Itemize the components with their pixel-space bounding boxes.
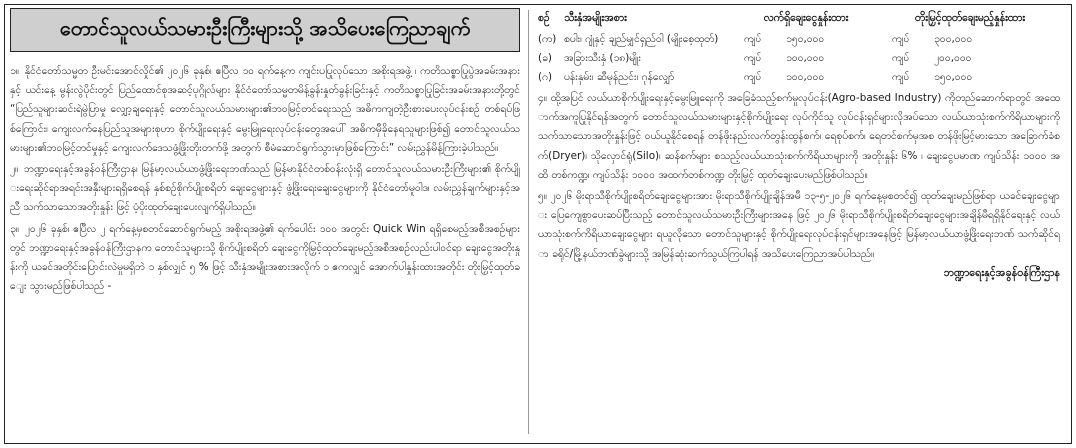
row-crop: ပန်းနှမ်း၊ ဆီမုန်ညင်း၊ ဂုန်လျှော် <box>564 71 675 83</box>
row-no: (ဂ) <box>538 71 553 83</box>
table-row <box>538 30 1060 49</box>
new-amount: ၁၅၀,၀၀၀ <box>934 71 973 83</box>
row-no: (ခ) <box>538 52 552 64</box>
currency-unit: ကျပ် <box>744 71 762 83</box>
row-crop: အခြားသီးနှံ (၁၈)မျိုး <box>564 52 641 64</box>
table-row <box>538 68 1060 87</box>
issuer-signature: ဘဏ္ဍာရေးနှင့်အခွန်ဝန်ကြီးဌာန <box>943 265 1060 279</box>
paragraph-text: ဘဏ္ဍာရေးနှင့်အခွန်ဝန်ကြီးဌာန၊ မြန်မာ့လယ်ယာဖွံ့ဖြိုးရေးဘဏ်သည် မြန်မာနိုင်ငံတစ်ဝန်းလုံးရှိ တောင်သူလယ်သမားဦးကြီးများ၏ စိုက်ပျိုးရေးဆိုင်ရာအရင်းအနှီးများရရှိစေရန် နှစ်စဉ်စိုက်ပျိုးစရိတ် ချေးငွေများနှင့် ဖွံ့ဖြိုးရေးချေးငွေများကို နိုင်ငံတော်မူဝါဒ၊ လမ်းညွှန်ချက်များနှင့်အညီ သက်သာသောအတိုးနှုန်း ဖြင့် ပံ့ပိုးထုတ်ချေးပေးလျက်ရှိပါသည်။ <box>10 163 520 214</box>
left-column <box>10 8 520 434</box>
paragraph-text: ၂၀၂၆ ခုနှစ်၊ ဧပြီလ ၂ ရက်နေ့မှစတင်ဆောင်ရွက်မည့် အစိုးရအဖွဲ့၏ ရက်ပေါင်း ၁၀၀ အတွင်း Quick Win ရရှိစေမည့်အစီအစဉ်များတွင် ဘဏ္ဍာရေးနှင့်အခွန်ဝန်ကြီးဌာနက တောင်သူများသို့ စိုက်ပျိုးစရိတ် ချေးငွေကိုမြှင့်ထုတ်ချေးမည့်အစီအစဉ်လည်းပါဝင်ရာ ချေးငွေအတိုးနှုန်းကို ယခင်အတိုင်းပြောင်းလဲမှုမရှိဘဲ ၁ နှစ်လျှင် ၅ % ဖြင့် သီးနှံအမျိုးအစားအလိုက် ၁ ဧကလျှင် အောက်ပါနှုန်းထားအတိုင်း တိုးမြှင့်ထုတ်ချေး သွားမည်ဖြစ်ပါသည် - <box>10 222 520 293</box>
new-amount: ၃၀၀,၀၀၀ <box>934 33 973 45</box>
paragraph-text: နိုင်ငံတော်သမ္မတ ဦးမင်းအောင်လှိုင်၏ ၂၀၂၆ ခုနှစ်၊ ဧပြီလ ၁၀ ရက်နေ့က ကျင်းပပြုလုပ်သော အစိုးရအဖွဲ့ ၊ ကတိသစ္စာပြုပွဲအခမ်းအနားနှင့် ယင်းနေ့ မွန်းလွဲပိုင်းတွင် ပြည်ထောင်စုအဆင့်ပုဂ္ဂိုလ်များ နိုင်ငံတော်သမ္မတမိန့်ခွန်းနှုတ်ခွန်းခြင်းနှင့် ကတိသစ္စာပြုခြင်းအခမ်းအနားတို့တွင် “ပြည်သူများဆင်းရဲမွဲပြာမှု လျှော့ချရေးနှင့် တောင်သူလယ်သမားများ၏ဘဝမြင့်တင်ရေးသည် အဓိကကျတဲ့ဦးစားပေးလုပ်ငန်းစဉ် တစ်ရပ်ဖြစ်ကြောင်း၊ ကျေးလက်နေပြည်သူအများစုဟာ စိုက်ပျိုးရေးနှင့် မွေးမြူရေးလုပ်ငန်းတွေအပေါ် အဓိကမှီခိုနေရသူများဖြစ်၍ တောင်သူလယ်သမားများ၏ဘဝမြင့်တင်မှုနှင့် ကျေးလက်ဒေသဖွံ့ဖြိုးတိုးတက်ဖို့ အတွက် စီမံဆောင်ရွက်သွားမှာဖြစ်ကြောင်း” လမ်းညွှန်မိန့်ကြားခဲ့ပါသည်။ <box>10 65 520 154</box>
rate-table-header <box>538 8 1060 30</box>
paragraph-number: ၁။ <box>10 65 19 77</box>
current-amount: ၁၀၀,၀၀၀ <box>786 52 825 64</box>
paragraph-4 <box>538 89 1060 185</box>
right-column <box>538 8 1060 434</box>
currency-unit: ကျပ် <box>744 33 762 45</box>
current-amount: ၁၀၀,၀၀၀ <box>786 71 825 83</box>
row-current <box>732 49 880 68</box>
paragraph-number: ၅။ <box>538 190 547 203</box>
current-amount: ၁၅၀,၀၀၀ <box>786 33 825 45</box>
header-crop: သီးနှံအမျိုးအစား <box>564 11 627 24</box>
currency-unit: ကျပ် <box>744 52 762 64</box>
paragraph-5 <box>538 187 1060 264</box>
row-current <box>732 30 880 49</box>
currency-unit: ကျပ် <box>892 52 910 64</box>
paragraph-text: ထို့အပြင် လယ်ယာစိုက်ပျိုးရေးနှင့်မွေးမြူရေးကို အခြေခံသည့်စက်မှုလုပ်ငန်း(Agro-based Industry) ကိုတည်ဆောက်ရာတွင် အထောက်အကူပြုနိုင်ရန်အတွက် တောင်သူလယ်သမားများနှင့်စိုက်ပျိုးရေး လုပ်ကိုင်သူ လုပ်ငန်းရှင်များလိုအပ်သော လယ်ယာသုံးစက်ကိရိယာများကို သက်သာသောအတိုးနှုန်းဖြင့် ဝယ်ယူနိုင်စေရန် တန်ဖိုးနည်းလက်တွန်းထွန်စက်၊ ရေစုပ်စက်၊ ရေတင်စက်မှအစ တန်ဖိုးမြင့်မားသော အခြောက်ခံစက်(Dryer)၊ သိုလှောင်ရုံ(Silo)၊ ဆန်စက်များ စသည့်လယ်ယာသုံးစက်ကိရိယာများကို အတိုးနှုန်း ၆% ၊ ချေးငွေပမာဏ ကျပ်သိန်း ၁၀၀၀ အထိ တစ်ကဏ္ဍ၊ ကျပ်သိန်း ၁၀၀၀ အထက်တစ်ကဏ္ဍ တိုးမြှင့် ထုတ်ချေးပေးမည်ဖြစ်ပါသည်။ <box>538 92 1060 181</box>
notice-title-box <box>10 8 520 52</box>
notice-title: တောင်သူလယ်သမားဦးကြီးများသို့ အသိပေးကြေညာချက် <box>59 16 471 40</box>
row-new <box>880 30 1060 49</box>
row-new <box>880 49 1060 68</box>
header-current-rate: လက်ရှိချေးငွေနှုန်းထား <box>763 11 849 24</box>
paragraph-text: ၂၀၂၆ မိုးရာသီစိုက်ပျိုးစရိတ်ချေးငွေများအား မိုးရာသီစိုက်ပျိုးချိန်အမီ ၁၃-၅-၂၀၂၆ ရက်နေ့မှစတင်၍ ထုတ်ချေးမည်ဖြစ်ရာ ယခင်ချေးငွေများ ပြေကျေစွာပေးဆပ်ပြီးသည့် တောင်သူလယ်သမားဦးကြီးများအနေ ဖြင့် ၂၀၂၆ မိုးရာသီစိုက်ပျိုးစရိတ်ချေးငွေများအချိန်မီရရှိနိုင်ရေးနှင့် လယ်ယာသုံးစက်ကိရိယာချေးငွေများ ရယူလိုသော တောင်သူများနှင့် စိုက်ပျိုးရေးလုပ်ငန်းရှင်များအနေဖြင့် မြန်မာ့လယ်ယာဖွံ့ဖြိုးရေးဘဏ် သက်ဆိုင်ရာ ခရိုင်/မြို့နယ်ဘဏ်ခွဲများသို့ အမြန်ဆုံးဆက်သွယ်ကြပါရန် အသိပေးကြေညာအပ်ပါသည်။ <box>538 190 1060 260</box>
row-no: (က) <box>538 33 557 45</box>
column-divider <box>528 10 529 434</box>
paragraph-2 <box>10 160 520 218</box>
row-crop: စပါး၊ ဂျုံနှင့် ချည်မျှင်ရှည်ဝါ (မျိုးစေ့ထုတ်) <box>564 33 719 45</box>
paragraph-1 <box>10 62 520 158</box>
header-no: စဉ် <box>538 11 550 24</box>
paragraph-3 <box>10 220 520 297</box>
header-new-rate: တိုးမြှင့်ထုတ်ချေးမည့်နှုန်းထား <box>914 11 1026 24</box>
row-current <box>732 68 880 87</box>
paragraph-number: ၄။ <box>538 92 547 104</box>
row-new <box>880 68 1060 87</box>
currency-unit: ကျပ် <box>892 71 910 83</box>
table-row <box>538 49 1060 68</box>
currency-unit: ကျပ် <box>892 33 910 45</box>
paragraph-number: ၃။ <box>10 222 19 235</box>
new-amount: ၂၀၀,၀၀၀ <box>934 52 972 64</box>
paragraph-number: ၂။ <box>10 163 19 176</box>
